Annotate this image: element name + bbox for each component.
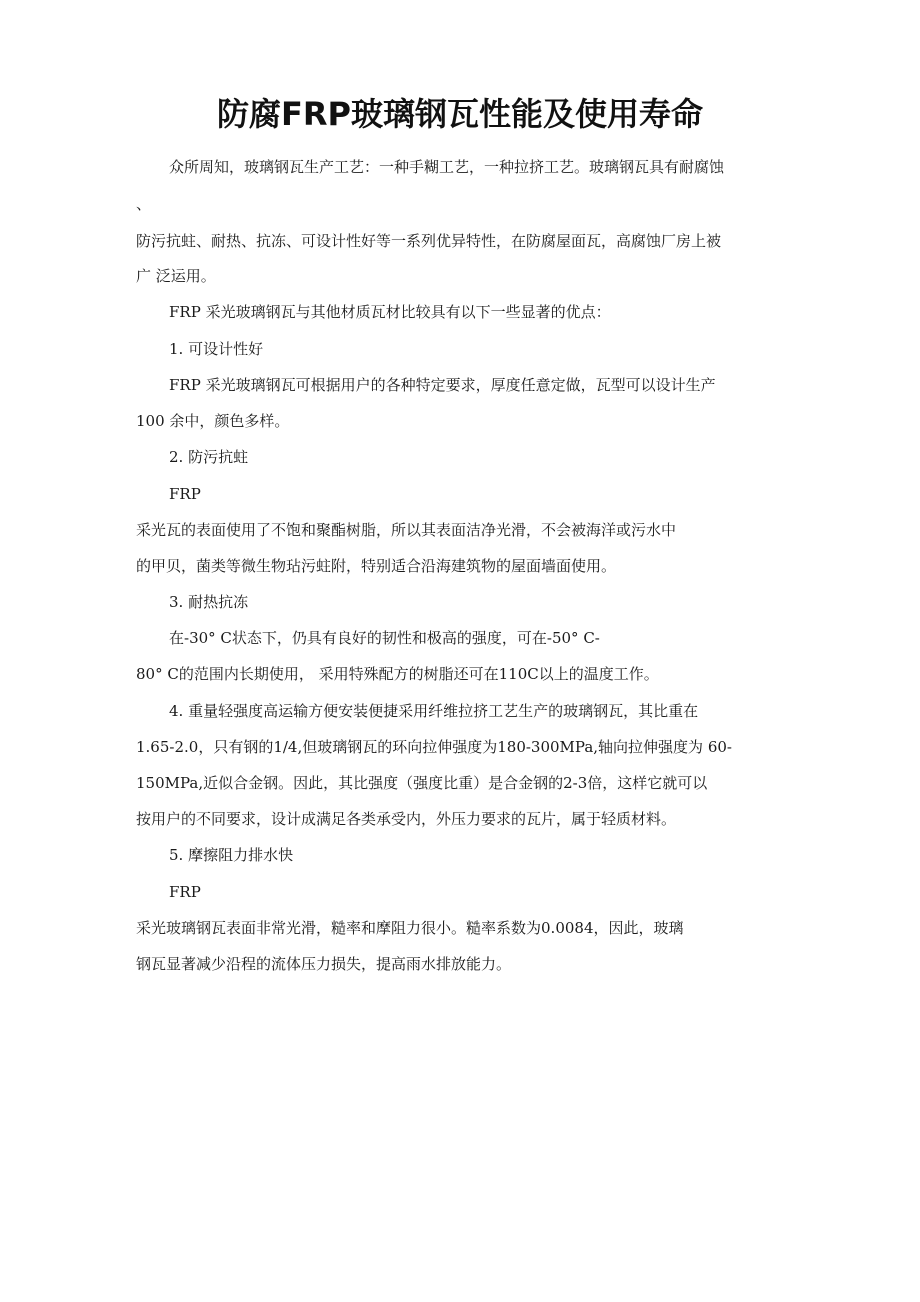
paragraph-line: 、 bbox=[136, 195, 152, 213]
section-heading: 5. 摩擦阻力排水快 bbox=[169, 846, 294, 864]
section-heading: 4. 重量轻强度高运输方便安装便捷采用纤维拉挤工艺生产的玻璃钢瓦，其比重在 bbox=[169, 702, 699, 720]
section-heading: 2. 防污抗蛀 bbox=[169, 448, 249, 466]
paragraph-line: 钢瓦显著减少沿程的流体压力损失，提高雨水排放能力。 bbox=[136, 955, 512, 973]
paragraph-line: FRP bbox=[169, 485, 201, 503]
paragraph-line: 防污抗蛀、耐热、抗冻、可设计性好等一系列优异特性，在防腐屋面瓦，高腐蚀厂房上被 bbox=[136, 232, 722, 250]
paragraph-line: FRP 采光玻璃钢瓦与其他材质瓦材比较具有以下一些显著的优点： bbox=[169, 303, 611, 321]
paragraph-line: 采光瓦的表面使用了不饱和聚酯树脂，所以其表面洁净光滑，不会被海洋或污水中 bbox=[136, 521, 677, 539]
paragraph-line: FRP bbox=[169, 883, 201, 901]
paragraph-line: FRP 采光玻璃钢瓦可根据用户的各种特定要求，厚度任意定做，瓦型可以设计生产 bbox=[169, 376, 716, 394]
section-heading: 1. 可设计性好 bbox=[169, 340, 264, 358]
paragraph-line: 100 余中，颜色多样。 bbox=[136, 412, 290, 430]
paragraph-line: 1.65-2.0，只有钢的1/4,但玻璃钢瓦的环向拉伸强度为180-300MPa,轴向拉伸强度为 60- bbox=[136, 738, 732, 756]
paragraph-line: 按用户的不同要求，设计成满足各类承受内，外压力要求的瓦片，属于轻质材料。 bbox=[136, 810, 677, 828]
paragraph-line: 在-30° C状态下，仍具有良好的韧性和极高的强度，可在-50° C- bbox=[169, 629, 600, 647]
paragraph-line: 150MPa,近似合金钢。因此，其比强度（强度比重）是合金钢的2-3倍，这样它就可以 bbox=[136, 774, 708, 792]
paragraph-line: 广 泛运用。 bbox=[136, 267, 216, 285]
section-heading: 3. 耐热抗冻 bbox=[169, 593, 249, 611]
paragraph-line: 80° C的范围内长期使用， 采用特殊配方的树脂还可在110C以上的温度工作。 bbox=[136, 665, 659, 683]
paragraph-line: 采光玻璃钢瓦表面非常光滑，糙率和摩阻力很小。糙率系数为0.0084，因此，玻璃 bbox=[136, 919, 684, 937]
paragraph-line: 众所周知，玻璃钢瓦生产工艺：一种手糊工艺，一种拉挤工艺。玻璃钢瓦具有耐腐蚀 bbox=[169, 158, 725, 176]
document-title: 防腐FRP玻璃钢瓦性能及使用寿命 bbox=[217, 95, 703, 133]
paragraph-line: 的甲贝，菌类等微生物玷污蛀附，特别适合沿海建筑物的屋面墙面使用。 bbox=[136, 557, 617, 575]
